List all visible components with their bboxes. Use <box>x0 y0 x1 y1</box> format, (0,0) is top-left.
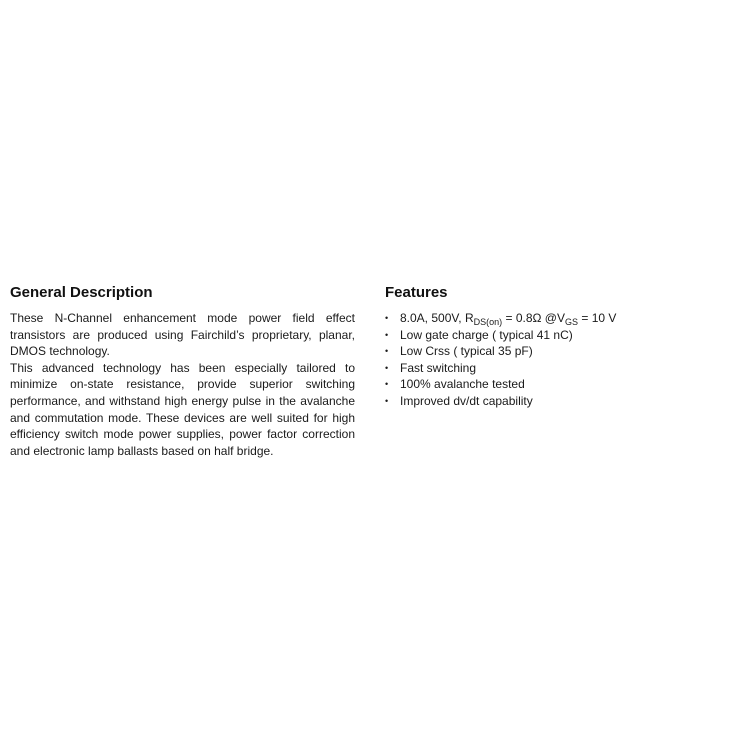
features-heading: Features <box>385 284 448 301</box>
feature-text: 8.0A, 500V, R <box>400 311 474 325</box>
feature-item <box>385 376 735 393</box>
general-description-paragraph-2: This advanced technology has been especially tailored to minimize on-state resistance, provide superior switching performance, and withstand high energy pulse in the avalanche and commutation mode. These devices are well suited for high efficiency switch mode power supplies, power factor correction and electronic lamp ballasts based on half bridge. <box>10 360 355 458</box>
feature-text: = 0.8Ω @V <box>502 311 565 325</box>
feature-item <box>385 393 735 410</box>
bullet-icon: • <box>385 395 389 406</box>
feature-text: Low gate charge ( typical 41 nC) <box>400 327 573 342</box>
general-description-section <box>10 284 355 459</box>
general-description-paragraph-1: These N-Channel enhancement mode power field effect transistors are produced using Fairchild’s proprietary, planar, DMOS technology. <box>10 311 355 359</box>
feature-text: 100% avalanche tested <box>400 377 525 392</box>
feature-text: Low Crss ( typical 35 pF) <box>400 344 533 359</box>
feature-item <box>385 343 735 360</box>
features-section <box>385 284 735 410</box>
feature-item-ratings <box>385 310 735 327</box>
general-description-heading: General Description <box>10 284 153 301</box>
bullet-icon: • <box>385 362 389 373</box>
features-list <box>385 310 735 410</box>
feature-subscript: GS <box>565 317 579 327</box>
feature-item <box>385 360 735 377</box>
feature-text: Fast switching <box>400 360 477 375</box>
feature-text: Improved dv/dt capability <box>400 393 533 408</box>
bullet-icon: • <box>385 329 389 340</box>
feature-subscript: DS(on) <box>473 317 503 327</box>
bullet-icon: • <box>385 379 389 390</box>
bullet-icon: • <box>385 313 389 323</box>
bullet-icon: • <box>385 346 389 357</box>
feature-text: = 10 V <box>578 311 617 325</box>
feature-item <box>385 327 735 344</box>
